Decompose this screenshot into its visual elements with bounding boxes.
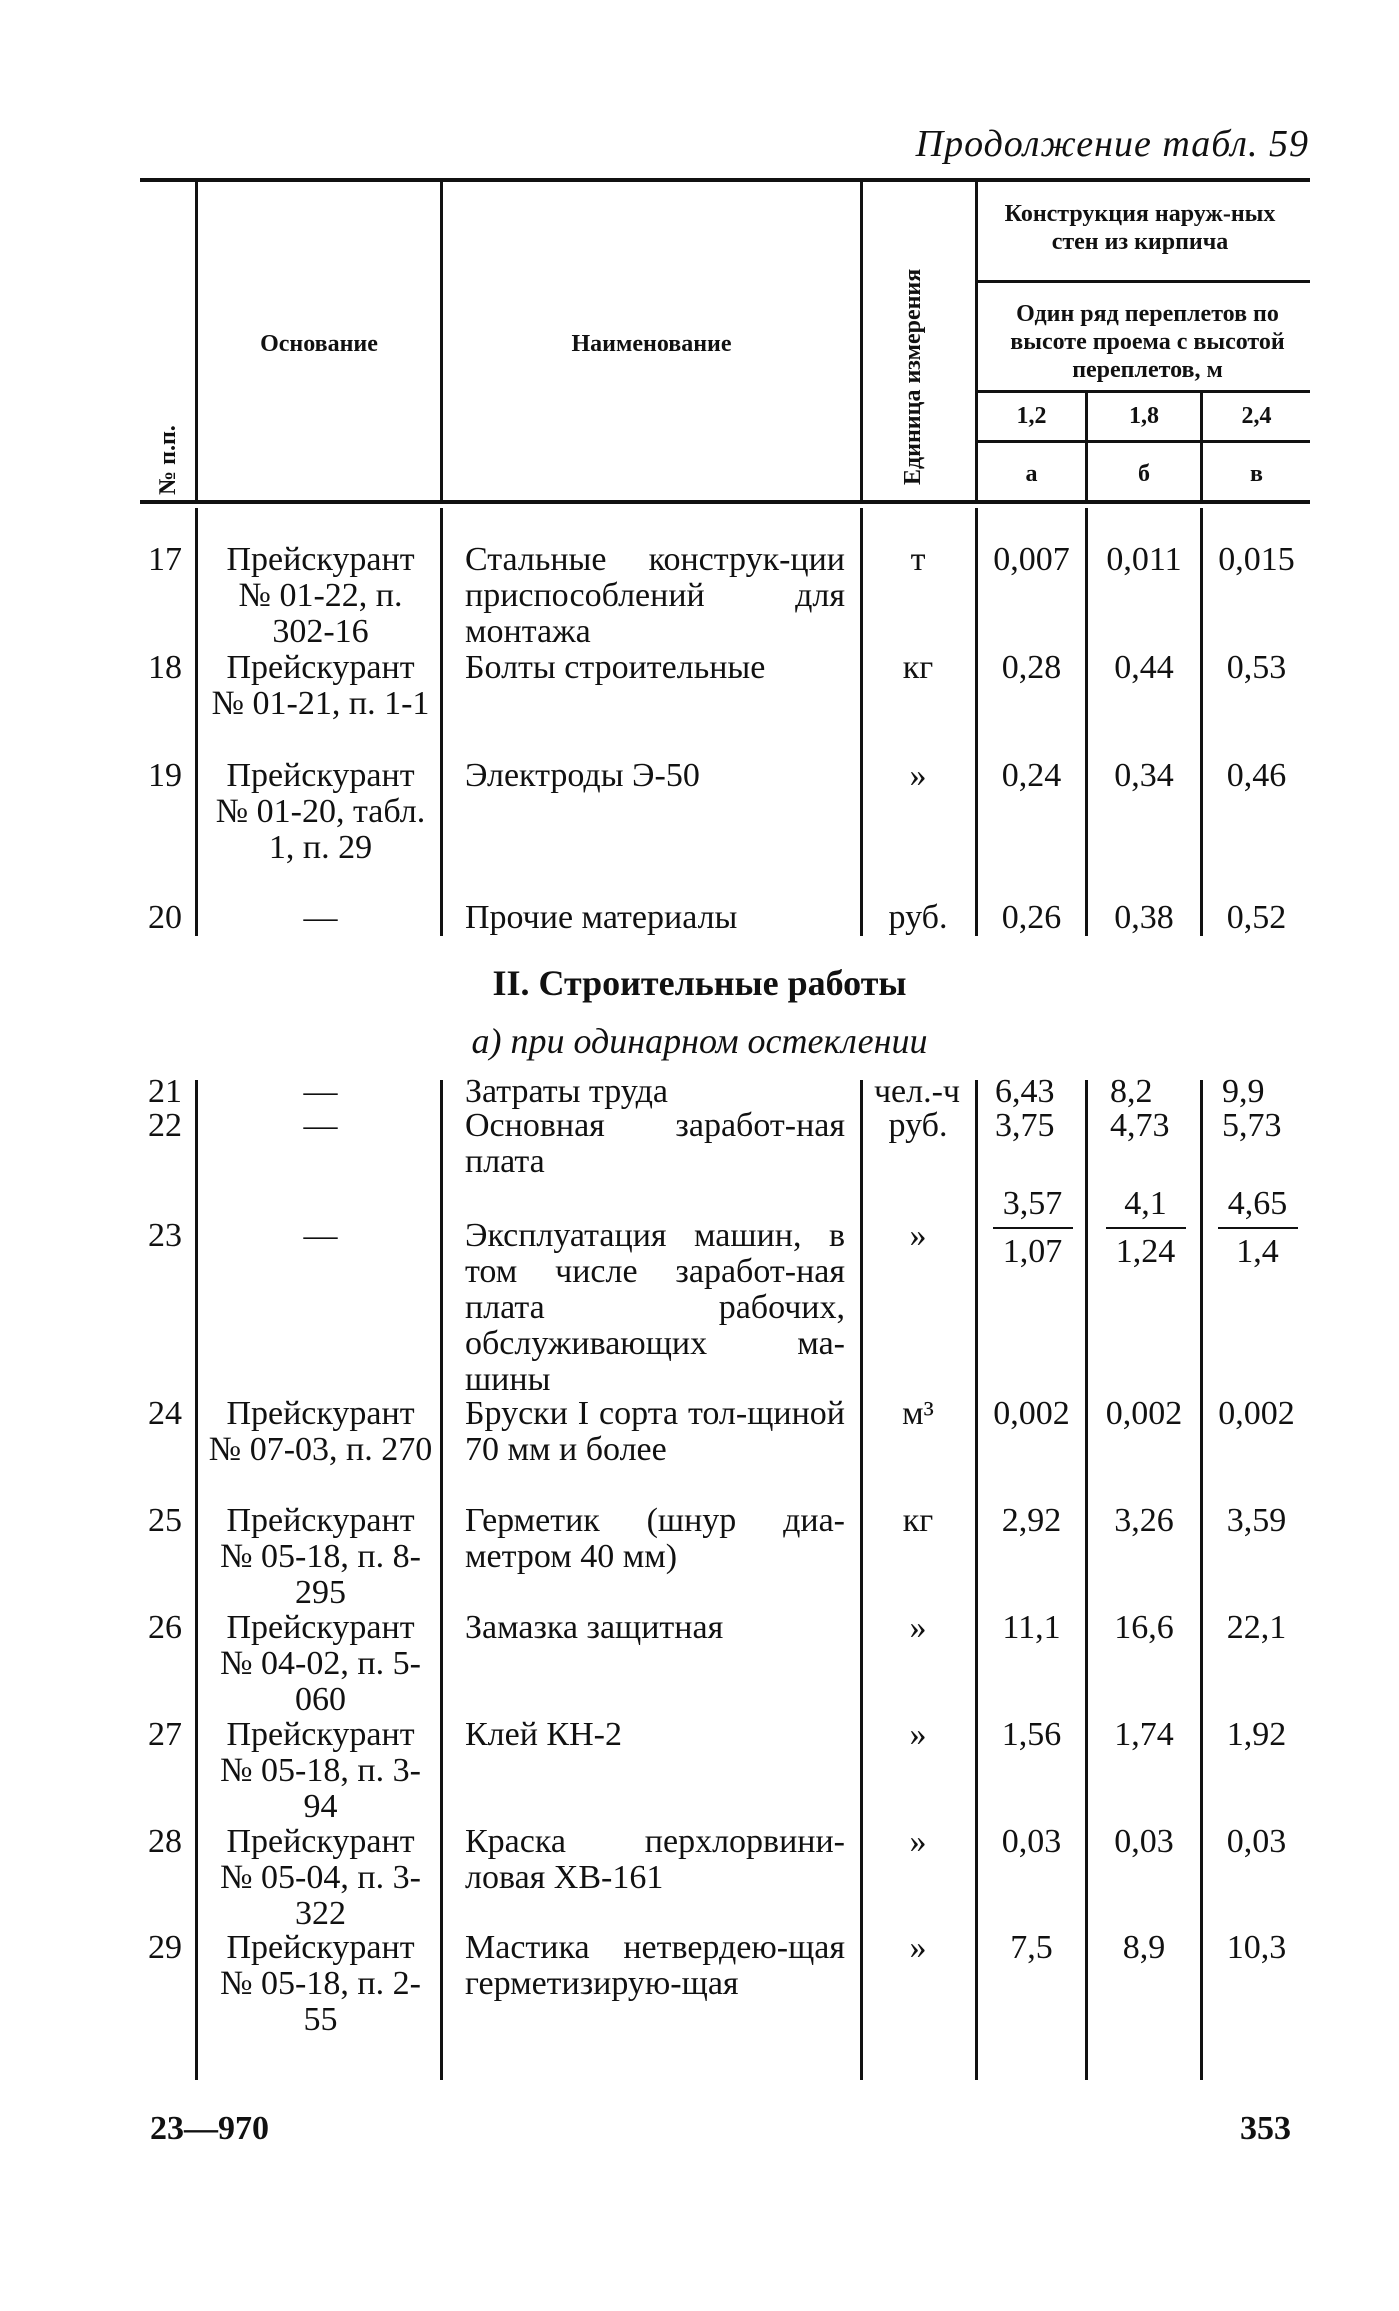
- fraction-a-top: 3,57: [1002, 1185, 1063, 1222]
- row-value-a: 0,24: [1001, 757, 1062, 794]
- row-unit: »: [909, 757, 927, 794]
- row-value-b: 8,9: [1122, 1929, 1166, 1966]
- fraction-b-bar: [1106, 1227, 1186, 1229]
- row-value-b: 1,74: [1114, 1716, 1174, 1753]
- row-value-a: 6,43: [995, 1073, 1055, 1110]
- row-value-c: 3,59: [1226, 1502, 1287, 1539]
- row-value-a: 0,007: [993, 541, 1070, 578]
- row-basis: Прейскурант № 05-18, п. 3-94: [220, 1716, 421, 1825]
- row-number: 29: [148, 1929, 182, 1966]
- row-value-a: 0,03: [1001, 1823, 1062, 1860]
- row-basis: —: [303, 1107, 338, 1144]
- row-name: Болты строительные: [465, 649, 766, 686]
- row-value-a: 3,75: [995, 1107, 1055, 1144]
- row-value-a: 2,92: [1001, 1502, 1062, 1539]
- row-basis: Прейскурант № 01-21, п. 1-1: [211, 649, 430, 722]
- row-number: 17: [148, 541, 182, 578]
- row-unit: кг: [902, 649, 934, 686]
- row-number: 27: [148, 1716, 182, 1753]
- fraction-c-top: 4,65: [1227, 1185, 1288, 1222]
- row-name: Мастика нетвердею-щая герметизирую-щая: [465, 1929, 845, 2002]
- header-subgroup-title: Один ряд переплетов по высоте проема с высотой переплетов, м: [1010, 301, 1285, 383]
- fraction-b: [1098, 1185, 1193, 1271]
- row-value-c: 0,002: [1218, 1395, 1295, 1432]
- row-basis: Прейскурант № 05-04, п. 3-322: [220, 1823, 421, 1932]
- group-divider: [975, 280, 1310, 283]
- row-number: 22: [148, 1107, 182, 1144]
- row-value-c: 1,92: [1226, 1716, 1287, 1753]
- row-value-b: 0,03: [1114, 1823, 1174, 1860]
- row-number: 21: [148, 1073, 182, 1110]
- row-basis: Прейскурант № 07-03, п. 270: [208, 1395, 433, 1468]
- page-number: 353: [1240, 2110, 1291, 2147]
- row-value-b: 4,73: [1110, 1107, 1170, 1144]
- row-number: 20: [148, 899, 182, 936]
- body1-vline-2: [440, 508, 443, 936]
- row-basis: Прейскурант № 05-18, п. 8-295: [220, 1502, 421, 1611]
- header-vline-4: [975, 182, 978, 500]
- header-letter-c: в: [1250, 461, 1263, 487]
- row-value-c: 0,53: [1226, 649, 1287, 686]
- fraction-c-bar: [1218, 1227, 1298, 1229]
- row-basis: Прейскурант № 01-22, п. 302-16: [226, 541, 415, 650]
- header-group-title: Конструкция наруж-ных стен из кирпича: [1004, 201, 1276, 255]
- row-value-a: 7,5: [1010, 1929, 1053, 1966]
- row-unit: »: [909, 1609, 927, 1646]
- header-col-name: Наименование: [571, 331, 732, 357]
- header-height-1: 1,2: [1016, 403, 1047, 429]
- header-letter-a: а: [1025, 461, 1038, 487]
- row-unit: »: [909, 1929, 927, 1966]
- row-number: 18: [148, 649, 182, 686]
- header-col-no: № п.п.: [155, 425, 181, 495]
- fraction-b-bottom: 1,24: [1115, 1233, 1176, 1270]
- header-top-rule: [140, 178, 1310, 182]
- section-title: II. Строительные работы: [492, 963, 907, 1003]
- row-unit: т: [910, 541, 926, 578]
- row-unit: м³: [902, 1395, 934, 1432]
- header-col-unit: Единица измерения: [900, 268, 926, 485]
- row-name: Основная заработ-ная плата: [465, 1107, 845, 1180]
- row-name: Герметик (шнур диа-метром 40 мм): [465, 1502, 845, 1575]
- row-value-c: 0,015: [1218, 541, 1295, 578]
- fraction-a-bottom: 1,07: [1002, 1233, 1063, 1270]
- row-number: 23: [148, 1217, 182, 1254]
- row-value-b: 0,011: [1106, 541, 1182, 578]
- row-name: Замазка защитная: [465, 1609, 724, 1646]
- row-unit: »: [909, 1823, 927, 1860]
- body1-vline-1: [195, 508, 198, 936]
- row-value-c: 22,1: [1226, 1609, 1287, 1646]
- row-basis: —: [303, 899, 338, 936]
- row-value-a: 11,1: [1002, 1609, 1061, 1646]
- row-value-a: 0,28: [1001, 649, 1062, 686]
- row-value-c: 9,9: [1222, 1073, 1265, 1110]
- row-basis: Прейскурант № 04-02, п. 5-060: [220, 1609, 421, 1718]
- row-name: Стальные конструк-ции приспособлений для монтажа: [465, 541, 845, 650]
- row-unit: руб.: [888, 1107, 948, 1144]
- header-col-basis: Основание: [260, 331, 378, 357]
- row-value-b: 0,38: [1114, 899, 1174, 936]
- row-unit: руб.: [888, 899, 948, 936]
- row-value-c: 0,46: [1226, 757, 1287, 794]
- header-letter-b: б: [1138, 461, 1150, 487]
- header-height-2: 1,8: [1129, 403, 1159, 429]
- row-number: 19: [148, 757, 182, 794]
- footer-signature: 23—970: [150, 2110, 269, 2147]
- body2-vline-2: [440, 1080, 443, 2080]
- row-name: Краска перхлорвини-ловая ХВ-161: [465, 1823, 845, 1896]
- fraction-a: [985, 1185, 1080, 1271]
- body2-vline-1: [195, 1080, 198, 2080]
- row-basis: —: [303, 1217, 338, 1254]
- table-caption: Продолжение табл. 59: [915, 123, 1309, 165]
- row-value-b: 8,2: [1110, 1073, 1153, 1110]
- row-value-a: 0,002: [993, 1395, 1070, 1432]
- row-value-a: 0,26: [1001, 899, 1062, 936]
- row-basis: Прейскурант № 01-20, табл. 1, п. 29: [215, 757, 426, 866]
- fraction-c-bottom: 1,4: [1236, 1233, 1279, 1270]
- row-name: Электроды Э-50: [465, 757, 700, 794]
- row-value-b: 0,34: [1114, 757, 1174, 794]
- header-bottom-rule: [140, 500, 1310, 504]
- fraction-a-bar: [993, 1227, 1073, 1229]
- fraction-b-top: 4,1: [1124, 1185, 1167, 1222]
- row-number: 28: [148, 1823, 182, 1860]
- row-value-b: 0,002: [1105, 1395, 1183, 1432]
- subgroup-divider: [975, 390, 1310, 393]
- row-value-c: 10,3: [1226, 1929, 1287, 1966]
- row-value-a: 1,56: [1001, 1716, 1062, 1753]
- row-name: Эксплуатация машин, в том числе заработ-ная плата рабочих, обслуживающих ма-шины: [465, 1217, 845, 1398]
- row-value-b: 0,44: [1114, 649, 1174, 686]
- row-number: 25: [148, 1502, 182, 1539]
- row-name: Затраты труда: [465, 1073, 669, 1110]
- section-subtitle: а) при одинарном остеклении: [471, 1021, 928, 1061]
- row-value-c: 0,03: [1226, 1823, 1287, 1860]
- heights-divider: [975, 440, 1310, 443]
- row-number: 26: [148, 1609, 182, 1646]
- row-unit: кг: [902, 1502, 934, 1539]
- row-name: Клей КН-2: [465, 1716, 622, 1753]
- row-unit: чел.-ч: [873, 1073, 961, 1110]
- row-value-c: 5,73: [1222, 1107, 1282, 1144]
- row-unit: »: [909, 1217, 927, 1254]
- fraction-c: [1210, 1185, 1305, 1271]
- row-name: Бруски I сорта тол-щиной 70 мм и более: [465, 1395, 845, 1468]
- header-vline-3: [860, 182, 863, 500]
- row-value-b: 3,26: [1114, 1502, 1174, 1539]
- row-number: 24: [148, 1395, 182, 1432]
- row-value-b: 16,6: [1114, 1609, 1174, 1646]
- row-value-c: 0,52: [1226, 899, 1287, 936]
- header-height-3: 2,4: [1241, 403, 1272, 429]
- row-basis: —: [303, 1073, 338, 1110]
- row-basis: Прейскурант № 05-18, п. 2-55: [220, 1929, 421, 2038]
- row-name: Прочие материалы: [465, 899, 738, 936]
- row-unit: »: [909, 1716, 927, 1753]
